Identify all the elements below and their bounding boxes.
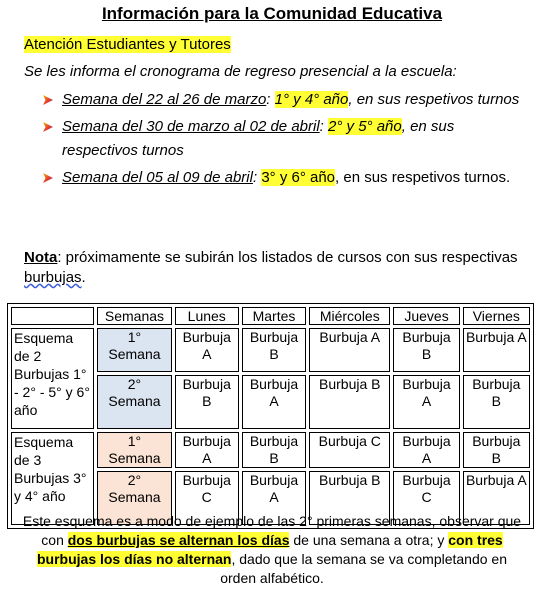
separator: : [319, 118, 324, 135]
page-title: Información para la Comunidad Educativa [101, 4, 443, 23]
bubble-cell: Burbuja B [309, 375, 390, 429]
footer-text: Este esquema es a modo de ejemplo de las 2° primeras semanas, observar que con [22, 513, 522, 548]
list-item [40, 166, 530, 190]
footer-text: de una semana a otra; y [289, 532, 449, 548]
bubble-cell: Burbuja A [175, 432, 239, 468]
week-cell: 1° Semana [97, 432, 171, 468]
note-paragraph [24, 248, 524, 288]
intro-text: Se les informa el cronograma de regreso presencial a la escuela: [24, 63, 457, 80]
bubble-cell: Burbuja B [393, 328, 459, 372]
arrow-bullet-icon [43, 122, 53, 132]
footer-highlight-two-bubbles: dos burbujas se alternan los días [67, 532, 290, 548]
week-range: Semana del 30 de marzo al 02 de abril [62, 118, 320, 135]
bubble-cell: Burbuja A [309, 328, 390, 372]
bubble-cell: Burbuja A [463, 471, 530, 525]
table-header-row [11, 307, 530, 325]
bubble-cell: Burbuja C [175, 471, 239, 525]
week-cell: 2° Semana [97, 375, 171, 429]
bubble-schedule-table [7, 303, 534, 529]
footer-text: , dado que la semana se va completando en orden alfabético. [220, 551, 507, 586]
separator: : [266, 91, 271, 108]
week-cell: 2° Semana [97, 471, 171, 525]
year-highlight: 2° y 5° año [328, 118, 402, 135]
bubble-cell: Burbuja A [175, 328, 239, 372]
attention-text: Atención Estudiantes y Tutores [24, 36, 231, 53]
note-squiggly-word: burbujas [24, 269, 82, 286]
bubble-cell: Burbuja B [242, 328, 306, 372]
year-highlight: 3° y 6° año [261, 169, 336, 186]
bubble-cell: Burbuja A [242, 375, 306, 429]
list-item [40, 88, 530, 112]
arrow-bullet-icon [43, 95, 53, 105]
header-cell: Jueves [393, 307, 459, 325]
bubble-cell: Burbuja B [242, 432, 306, 468]
scheme-label: Esquema de 3 Burbujas 3° y 4° año [11, 432, 94, 525]
footer-explanation [20, 512, 524, 588]
footer-highlight-three-bubbles: con tres burbujas los días no alternan [36, 532, 503, 567]
bubble-cell: Burbuja A [393, 375, 459, 429]
list-item [40, 115, 530, 163]
schedule-list [40, 88, 530, 193]
attention-heading [24, 36, 231, 53]
header-cell: Lunes [175, 307, 239, 325]
bubble-cell: Burbuja B [175, 375, 239, 429]
table-row [11, 432, 530, 468]
separator: : [252, 169, 258, 186]
bullet-rest: , en sus respectivos turnos [62, 118, 455, 159]
bubble-cell: Burbuja A [393, 432, 459, 468]
week-cell: 1° Semana [97, 328, 171, 372]
year-highlight: 1° y 4° año [274, 91, 349, 108]
bullet-rest: , en sus respetivos turnos [348, 91, 520, 108]
note-text: : próximamente se subirán los listados de cursos con sus respectivas [57, 249, 518, 266]
header-cell: Martes [242, 307, 306, 325]
week-range: Semana del 22 al 26 de marzo [62, 91, 267, 108]
bubble-cell: Burbuja B [463, 432, 530, 468]
week-range: Semana del 05 al 09 de abril [62, 169, 253, 186]
header-cell: Semanas [97, 307, 171, 325]
scheme-label: Esquema de 2 Burbujas 1° - 2° - 5° y 6° año [11, 328, 94, 429]
bubble-cell: Burbuja A [463, 328, 530, 372]
note-label: Nota [24, 249, 58, 266]
bubble-cell: Burbuja A [242, 471, 306, 525]
table-row [11, 328, 530, 372]
bubble-cell: Burbuja C [309, 432, 390, 468]
arrow-bullet-icon [43, 173, 53, 183]
bullet-rest: , en sus respetivos turnos. [335, 169, 511, 186]
bubble-cell: Burbuja C [393, 471, 459, 525]
bubble-cell: Burbuja B [309, 471, 390, 525]
header-cell: Miércoles [309, 307, 390, 325]
bubble-cell: Burbuja B [463, 375, 530, 429]
header-blank [11, 307, 94, 325]
header-cell: Viernes [463, 307, 530, 325]
note-end: . [81, 269, 86, 286]
